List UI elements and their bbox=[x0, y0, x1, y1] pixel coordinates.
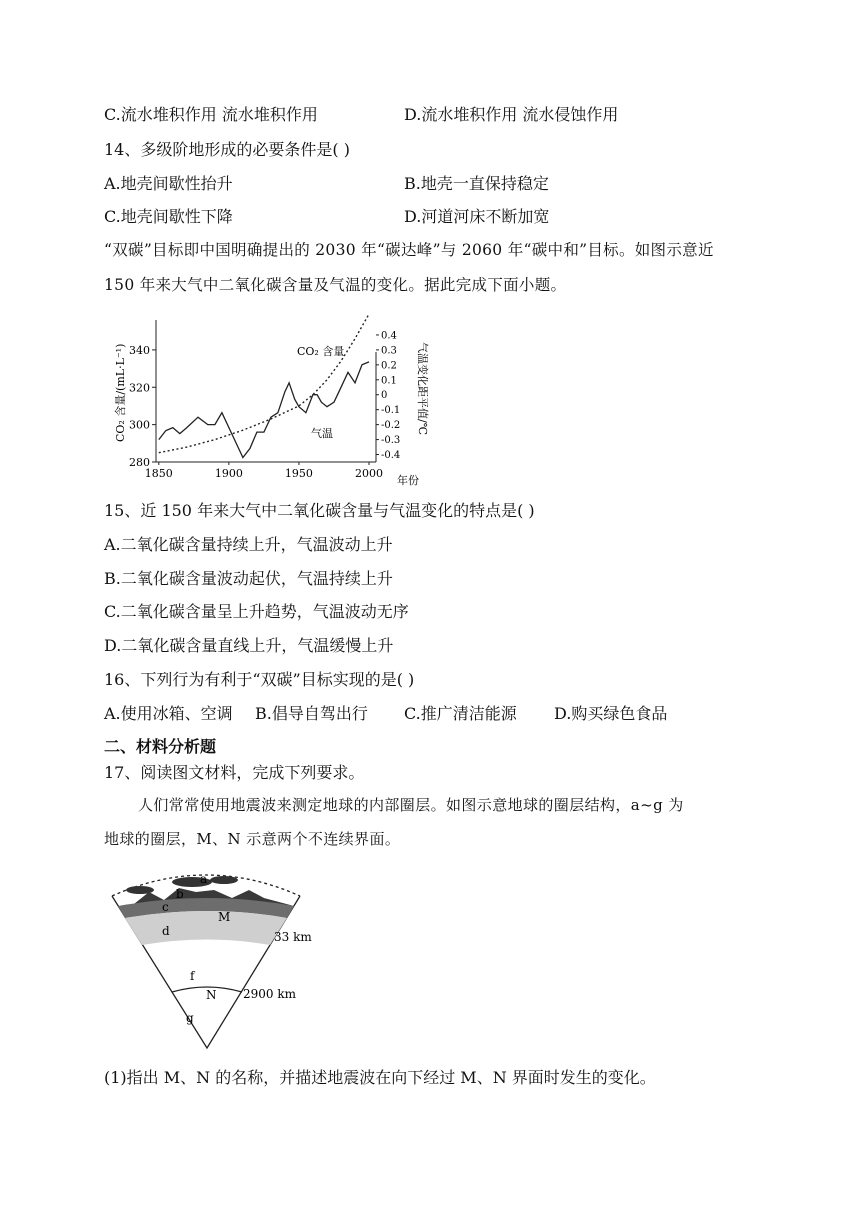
q15-option-a: A.二氧化碳含量持续上升，气温波动上升 bbox=[104, 535, 393, 554]
cloud-right bbox=[210, 876, 238, 884]
q17-sub-question-1: (1)指出 M、N 的名称，并描述地震波在向下经过 M、N 界面时发生的变化。 bbox=[104, 1068, 656, 1087]
q16-option-b: B.倡导自驾出行 bbox=[255, 704, 368, 723]
x-axis-ticks bbox=[145, 462, 383, 480]
x-tick-label: 1950 bbox=[284, 467, 313, 480]
q17-stem: 17、阅读图文材料，完成下列要求。 bbox=[104, 763, 365, 782]
q13-option-d: D.流水堆积作用 流水侵蚀作用 bbox=[404, 105, 619, 124]
x-axis-label: 年份 bbox=[397, 474, 419, 487]
left-tick-label: 340 bbox=[129, 343, 150, 357]
left-axis-ticks bbox=[129, 344, 156, 469]
q14-option-d: D.河道河床不断加宽 bbox=[404, 207, 550, 226]
right-tick-label: 0.1 bbox=[381, 375, 397, 387]
right-tick-label: 0.4 bbox=[381, 330, 397, 342]
chart-axes bbox=[156, 320, 376, 462]
q15-option-b: B.二氧化碳含量波动起伏，气温持续上升 bbox=[104, 569, 393, 588]
q16-option-c: C.推广清洁能源 bbox=[404, 704, 517, 723]
right-tick-label: 0 bbox=[381, 390, 388, 402]
temperature-series-line bbox=[159, 362, 369, 458]
intro-line-2: 150 年来大气中二氧化碳含量及气温的变化。据此完成下面小题。 bbox=[104, 276, 567, 294]
q14-option-b: B.地壳一直保持稳定 bbox=[404, 174, 549, 193]
right-axis-label: 气温变化距平值/℃ bbox=[416, 342, 429, 436]
left-axis-label: CO₂ 含量/(mL·L⁻¹) bbox=[114, 343, 127, 442]
q14-option-c: C.地壳间歇性下降 bbox=[104, 207, 233, 226]
label-m: M bbox=[218, 910, 231, 924]
depth-label-n: 2900 km bbox=[243, 987, 297, 1001]
x-tick-label: 2000 bbox=[354, 467, 383, 480]
right-tick-label: -0.3 bbox=[381, 435, 401, 447]
co2-temperature-chart bbox=[104, 312, 444, 490]
left-tick-label: 280 bbox=[129, 456, 150, 469]
q14-option-a: A.地壳间歇性抬升 bbox=[104, 174, 233, 193]
series-label-co2: CO₂ 含量 bbox=[297, 345, 345, 358]
q15-stem: 15、近 150 年来大气中二氧化碳含量与气温变化的特点是( ) bbox=[104, 501, 535, 520]
label-a: a bbox=[200, 872, 208, 886]
q16-stem: 16、下列行为有利于“双碳”目标实现的是( ) bbox=[104, 670, 415, 689]
section-heading: 二、材料分析题 bbox=[104, 737, 217, 756]
mantle-upper-layer bbox=[125, 911, 287, 945]
label-c: c bbox=[162, 900, 169, 914]
right-axis-ticks bbox=[376, 330, 400, 461]
x-tick-label: 1900 bbox=[214, 467, 243, 480]
label-f: f bbox=[190, 969, 195, 983]
q15-option-c: C.二氧化碳含量呈上升趋势，气温波动无序 bbox=[104, 602, 409, 621]
x-tick-label: 1850 bbox=[144, 467, 173, 480]
right-tick-label: 0.2 bbox=[381, 360, 397, 372]
intro-line-1: “双碳”目标即中国明确提出的 2030 年“碳达峰”与 2060 年“碳中和”目标。如图示意近 bbox=[104, 241, 714, 259]
q17-material-line-1: 人们常常使用地震波来测定地球的内部圈层。如图示意地球的圈层结构，a~g 为 bbox=[138, 796, 684, 814]
q13-option-c: C.流水堆积作用 流水堆积作用 bbox=[104, 105, 318, 124]
right-tick-label: -0.2 bbox=[381, 420, 401, 432]
label-d: d bbox=[162, 924, 170, 938]
right-tick-label: 0.3 bbox=[381, 345, 397, 357]
q14-stem: 14、多级阶地形成的必要条件是( ) bbox=[104, 140, 350, 159]
chart-series bbox=[159, 314, 369, 458]
right-tick-label: -0.1 bbox=[381, 405, 401, 417]
depth-label-m: 33 km bbox=[274, 930, 312, 944]
right-tick-label: -0.4 bbox=[381, 450, 401, 462]
q15-option-d: D.二氧化碳含量直线上升，气温缓慢上升 bbox=[104, 636, 394, 655]
earth-layers-diagram bbox=[104, 862, 334, 1052]
left-tick-label: 300 bbox=[129, 418, 150, 432]
series-label-temp: 气温 bbox=[311, 427, 333, 440]
left-tick-label: 320 bbox=[129, 381, 150, 395]
label-g: g bbox=[186, 1011, 194, 1025]
q16-option-a: A.使用冰箱、空调 bbox=[104, 704, 233, 723]
label-b: b bbox=[176, 887, 184, 901]
label-n: N bbox=[206, 988, 217, 1002]
q17-material-line-2: 地球的圈层，M、N 示意两个不连续界面。 bbox=[104, 830, 401, 848]
q16-option-d: D.购买绿色食品 bbox=[554, 704, 668, 723]
